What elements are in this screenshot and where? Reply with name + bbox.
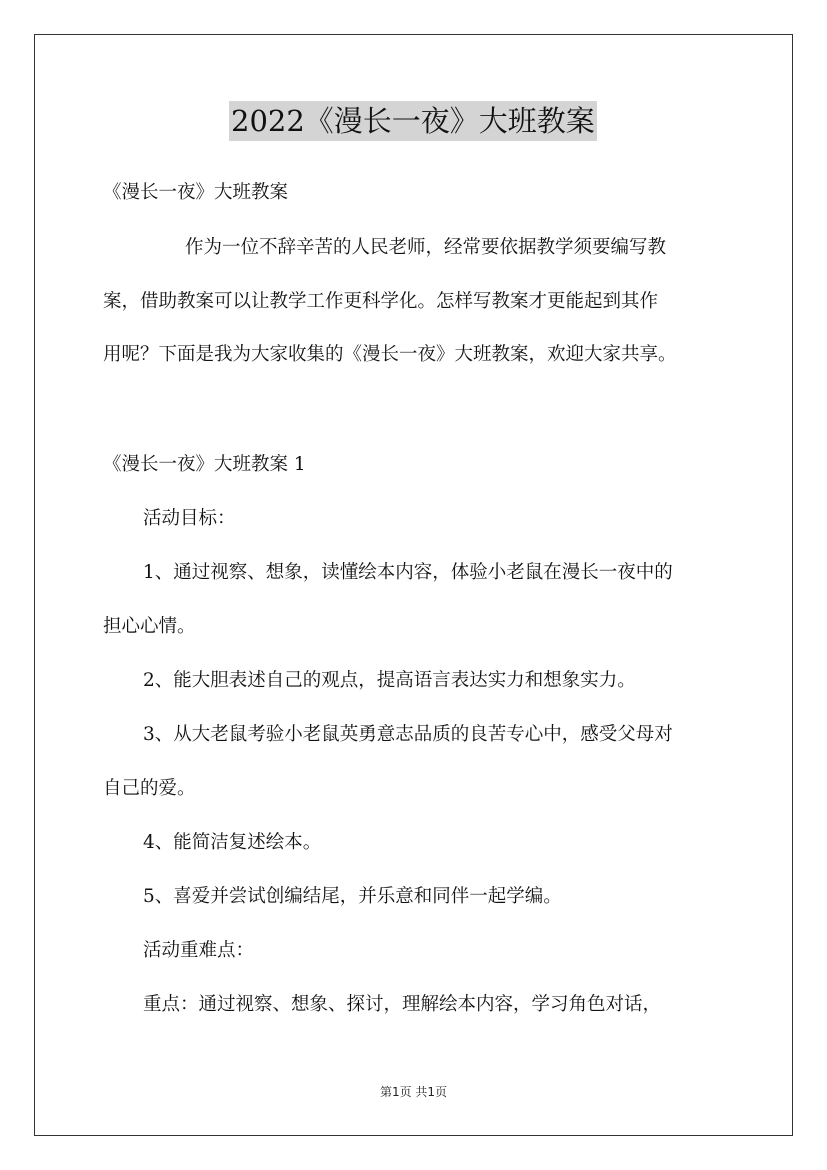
intro-line-1: 作为一位不辞辛苦的人民老师，经常要依据教学须要编写教 bbox=[185, 237, 667, 258]
key-points-label: 活动重难点： bbox=[143, 940, 255, 961]
section-heading: 《漫长一夜》大班教案 1 bbox=[103, 454, 306, 475]
goal-line-2: 担心心情。 bbox=[103, 616, 196, 637]
page-footer: 第1页 共1页 bbox=[379, 1085, 448, 1099]
goal-line-6: 4、能简洁复述绘本。 bbox=[143, 832, 322, 853]
goal-line-3: 2、能大胆表述自己的观点，提高语言表达实力和想象实力。 bbox=[143, 670, 636, 691]
document-subtitle: 《漫长一夜》大班教案 bbox=[103, 182, 289, 203]
intro-line-2: 案，借助教案可以让教学工作更科学化。怎样写教案才更能起到其作 bbox=[103, 291, 659, 312]
goal-line-5: 自己的爱。 bbox=[103, 778, 196, 799]
goal-line-4: 3、从大老鼠考验小老鼠英勇意志品质的良苦专心中，感受父母对 bbox=[143, 724, 673, 745]
document-title: 2022《漫长一夜》大班教案 bbox=[229, 101, 597, 141]
goal-line-1: 1、通过视察、想象，读懂绘本内容，体验小老鼠在漫长一夜中的 bbox=[143, 562, 673, 583]
intro-line-3: 用呢？下面是我为大家收集的《漫长一夜》大班教案，欢迎大家共享。 bbox=[103, 344, 677, 365]
goals-label: 活动目标： bbox=[143, 508, 236, 529]
key-points-line-1: 重点：通过视察、想象、探讨，理解绘本内容，学习角色对话， bbox=[143, 994, 662, 1015]
goal-line-7: 5、喜爱并尝试创编结尾，并乐意和同伴一起学编。 bbox=[143, 886, 562, 907]
